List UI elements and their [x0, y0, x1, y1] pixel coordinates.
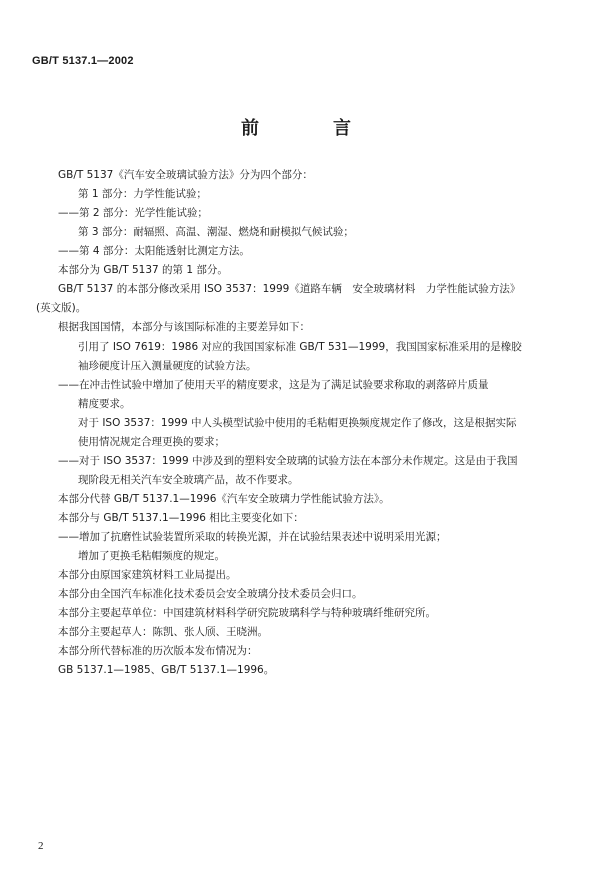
- text-line: 增加了更换毛粘帽频度的规定。: [78, 550, 225, 562]
- text-line: 本部分由全国汽车标准化技术委员会安全玻璃分技术委员会归口。: [58, 588, 363, 600]
- text-line: 第 3 部分：耐辐照、高温、潮湿、燃烧和耐模拟气候试验；: [78, 226, 354, 238]
- standard-code: GB/T 5137.1—2002: [32, 55, 134, 67]
- text-line: 本部分主要起草单位：中国建筑材料科学研究院玻璃科学与特种玻璃纤维研究所。: [58, 607, 436, 619]
- text-line: 本部分主要起草人：陈凯、张人颀、王晓洲。: [58, 626, 268, 638]
- page-title: 前 言: [241, 118, 379, 139]
- text-line: (英文版)。: [36, 302, 87, 314]
- text-line: 本部分所代替标准的历次版本发布情况为：: [58, 645, 258, 657]
- text-line: 使用情况规定合理更换的要求；: [78, 436, 225, 448]
- text-line: 本部分与 GB/T 5137.1—1996 相比主要变化如下：: [58, 512, 304, 524]
- text-line: 引用了 ISO 7619：1986 对应的我国国家标准 GB/T 531—1999，我国国家标准采用的是橡胶: [78, 341, 522, 353]
- text-line: ——第 2 部分：光学性能试验；: [58, 207, 208, 219]
- text-line: 精度要求。: [78, 398, 131, 410]
- text-line: ——第 4 部分：太阳能透射比测定方法。: [58, 245, 250, 257]
- text-line: GB/T 5137《汽车安全玻璃试验方法》分为四个部分：: [58, 169, 313, 181]
- text-line: 第 1 部分：力学性能试验；: [78, 188, 207, 200]
- text-line: ——对于 ISO 3537：1999 中涉及到的塑料安全玻璃的试验方法在本部分未作规定。这是由于我国: [58, 455, 518, 467]
- text-line: 本部分为 GB/T 5137 的第 1 部分。: [58, 264, 228, 276]
- text-line: 本部分代替 GB/T 5137.1—1996《汽车安全玻璃力学性能试验方法》。: [58, 493, 390, 505]
- text-line: 袖珍硬度计压入测量硬度的试验方法。: [78, 360, 257, 372]
- text-line: GB/T 5137 的本部分修改采用 ISO 3537：1999《道路车辆 安全玻璃材料 力学性能试验方法》: [58, 283, 521, 295]
- text-line: 现阶段无相关汽车安全玻璃产品，故不作要求。: [78, 474, 299, 486]
- text-line: ——增加了抗磨性试验装置所采取的转换光源，并在试验结果表述中说明采用光源；: [58, 531, 447, 543]
- page-number: 2: [38, 840, 44, 852]
- text-line: 本部分由原国家建筑材料工业局提出。: [58, 569, 237, 581]
- text-line: ——在冲击性试验中增加了使用天平的精度要求，这是为了满足试验要求称取的剥落碎片质量: [58, 379, 489, 391]
- text-line: GB 5137.1—1985、GB/T 5137.1—1996。: [58, 664, 275, 676]
- text-line: 对于 ISO 3537：1999 中人头模型试验中使用的毛粘帽更换频度规定作了修改，这是根据实际: [78, 417, 517, 429]
- text-line: 根据我国国情，本部分与该国际标准的主要差异如下：: [58, 321, 310, 333]
